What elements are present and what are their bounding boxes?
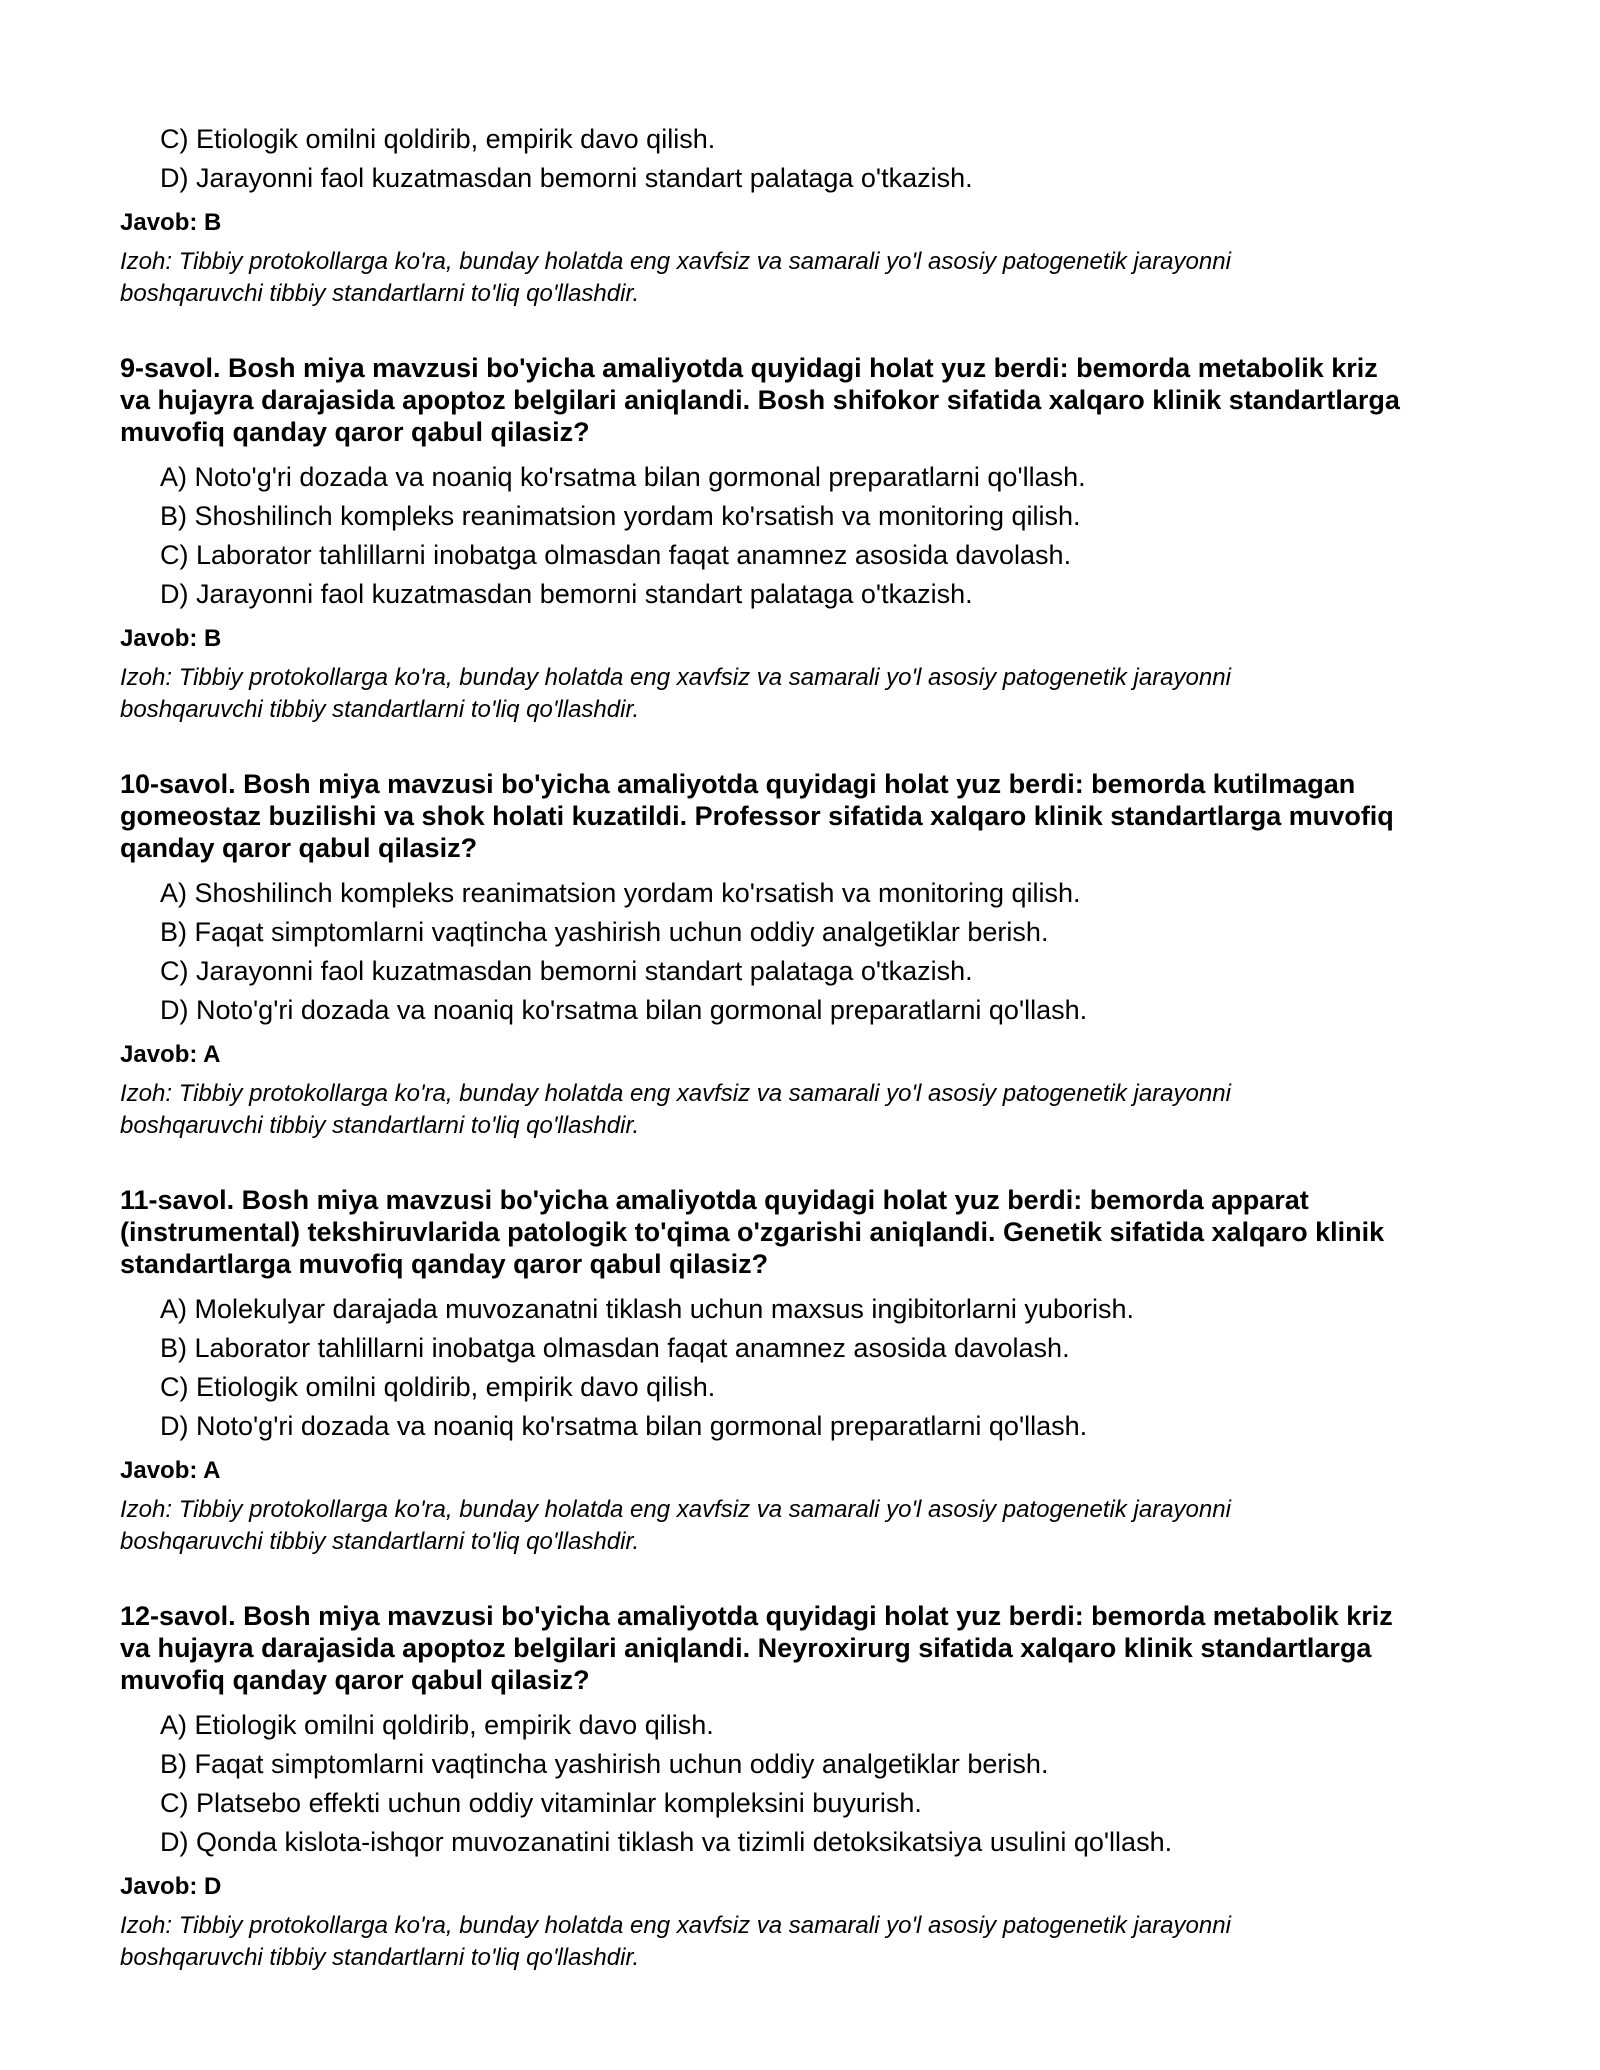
option-d: D) Jarayonni faol kuzatmasdan bemorni standart palataga o'tkazish. [160,163,973,193]
explanation-line: Izoh: Tibbiy protokollarga ko'ra, bunday holatda eng xavfsiz va samarali yo'l asosiy patogenetik jarayonni [120,664,1231,691]
option-b: B) Faqat simptomlarni vaqtincha yashirish uchun oddiy analgetiklar berish. [160,917,1049,947]
question-block-continuation [120,120,1500,310]
option-c: C) Etiologik omilni qoldirib, empirik davo qilish. [160,1372,716,1402]
explanation [120,1910,1500,1974]
option-b: B) Shoshilinch kompleks reanimatsion yordam ko'rsatish va monitoring qilish. [160,501,1081,531]
question-line: standartlarga muvofiq qanday qaror qabul qilasiz? [120,1249,769,1279]
explanation [120,1078,1500,1142]
explanation [120,1494,1500,1558]
question-line: 11-savol. Bosh miya mavzusi bo'yicha amaliyotda quyidagi holat yuz berdi: bemorda apparat [120,1185,1309,1215]
option-c: C) Platsebo effekti uchun oddiy vitaminlar kompleksini buyurish. [160,1788,922,1818]
option-a: A) Noto'g'ri dozada va noaniq ko'rsatma bilan gormonal preparatlarni qo'llash. [160,462,1086,492]
question-block-11 [120,1184,1500,1558]
question-line: va hujayra darajasida apoptoz belgilari aniqlandi. Neyroxirurg sifatida xalqaro klinik standartlarga [120,1633,1372,1663]
answer-label: Javob: A [120,1457,221,1484]
explanation-line: boshqaruvchi tibbiy standartlarni to'liq qo'llashdir. [120,696,640,723]
options-list [120,1706,1500,1862]
question-block-10 [120,768,1500,1142]
explanation-line: Izoh: Tibbiy protokollarga ko'ra, bunday holatda eng xavfsiz va samarali yo'l asosiy patogenetik jarayonni [120,1496,1231,1523]
option-b: B) Laborator tahlillarni inobatga olmasdan faqat anamnez asosida davolash. [160,1333,1070,1363]
options-list [120,120,1500,198]
option-a: A) Shoshilinch kompleks reanimatsion yordam ko'rsatish va monitoring qilish. [160,878,1081,908]
option-d: D) Qonda kislota-ishqor muvozanatini tiklash va tizimli detoksikatsiya usulini qo'llash. [160,1827,1173,1857]
question-line: va hujayra darajasida apoptoz belgilari aniqlandi. Bosh shifokor sifatida xalqaro klinik standartlarga [120,385,1400,415]
answer-label: Javob: D [120,1873,222,1900]
options-list [120,874,1500,1030]
option-c: C) Jarayonni faol kuzatmasdan bemorni standart palataga o'tkazish. [160,956,973,986]
explanation [120,246,1500,310]
explanation-line: boshqaruvchi tibbiy standartlarni to'liq qo'llashdir. [120,280,640,307]
question-text [120,768,1500,864]
question-text [120,1184,1500,1280]
options-list [120,1290,1500,1446]
options-list [120,458,1500,614]
question-text [120,1600,1500,1696]
question-line: 9-savol. Bosh miya mavzusi bo'yicha amaliyotda quyidagi holat yuz berdi: bemorda metabolik kriz [120,353,1378,383]
question-block-12 [120,1600,1500,1974]
answer-label: Javob: B [120,625,222,652]
question-line: muvofiq qanday qaror qabul qilasiz? [120,417,590,447]
option-a: A) Molekulyar darajada muvozanatni tiklash uchun maxsus ingibitorlarni yuborish. [160,1294,1134,1324]
option-c: C) Laborator tahlillarni inobatga olmasdan faqat anamnez asosida davolash. [160,540,1072,570]
option-a: A) Etiologik omilni qoldirib, empirik davo qilish. [160,1710,714,1740]
question-line: 12-savol. Bosh miya mavzusi bo'yicha amaliyotda quyidagi holat yuz berdi: bemorda metabolik kriz [120,1601,1393,1631]
explanation-line: boshqaruvchi tibbiy standartlarni to'liq qo'llashdir. [120,1944,640,1971]
question-line: gomeostaz buzilishi va shok holati kuzatildi. Professor sifatida xalqaro klinik standartlarga muvofiq [120,801,1394,831]
explanation-line: Izoh: Tibbiy protokollarga ko'ra, bunday holatda eng xavfsiz va samarali yo'l asosiy patogenetik jarayonni [120,1912,1231,1939]
explanation-line: Izoh: Tibbiy protokollarga ko'ra, bunday holatda eng xavfsiz va samarali yo'l asosiy patogenetik jarayonni [120,1080,1231,1107]
explanation-line: boshqaruvchi tibbiy standartlarni to'liq qo'llashdir. [120,1528,640,1555]
question-line: qanday qaror qabul qilasiz? [120,833,478,863]
document-page [120,120,1500,1974]
question-block-9 [120,352,1500,726]
question-line: muvofiq qanday qaror qabul qilasiz? [120,1665,590,1695]
answer-label: Javob: B [120,209,222,236]
option-d: D) Jarayonni faol kuzatmasdan bemorni standart palataga o'tkazish. [160,579,973,609]
option-d: D) Noto'g'ri dozada va noaniq ko'rsatma bilan gormonal preparatlarni qo'llash. [160,995,1088,1025]
explanation [120,662,1500,726]
option-b: B) Faqat simptomlarni vaqtincha yashirish uchun oddiy analgetiklar berish. [160,1749,1049,1779]
explanation-line: boshqaruvchi tibbiy standartlarni to'liq qo'llashdir. [120,1112,640,1139]
question-line: (instrumental) tekshiruvlarida patologik to'qima o'zgarishi aniqlandi. Genetik sifatida xalqaro klinik [120,1217,1385,1247]
explanation-line: Izoh: Tibbiy protokollarga ko'ra, bunday holatda eng xavfsiz va samarali yo'l asosiy patogenetik jarayonni [120,248,1231,275]
question-text [120,352,1500,448]
option-d: D) Noto'g'ri dozada va noaniq ko'rsatma bilan gormonal preparatlarni qo'llash. [160,1411,1088,1441]
question-line: 10-savol. Bosh miya mavzusi bo'yicha amaliyotda quyidagi holat yuz berdi: bemorda kutilmagan [120,769,1356,799]
answer-label: Javob: A [120,1041,221,1068]
option-c: C) Etiologik omilni qoldirib, empirik davo qilish. [160,124,716,154]
